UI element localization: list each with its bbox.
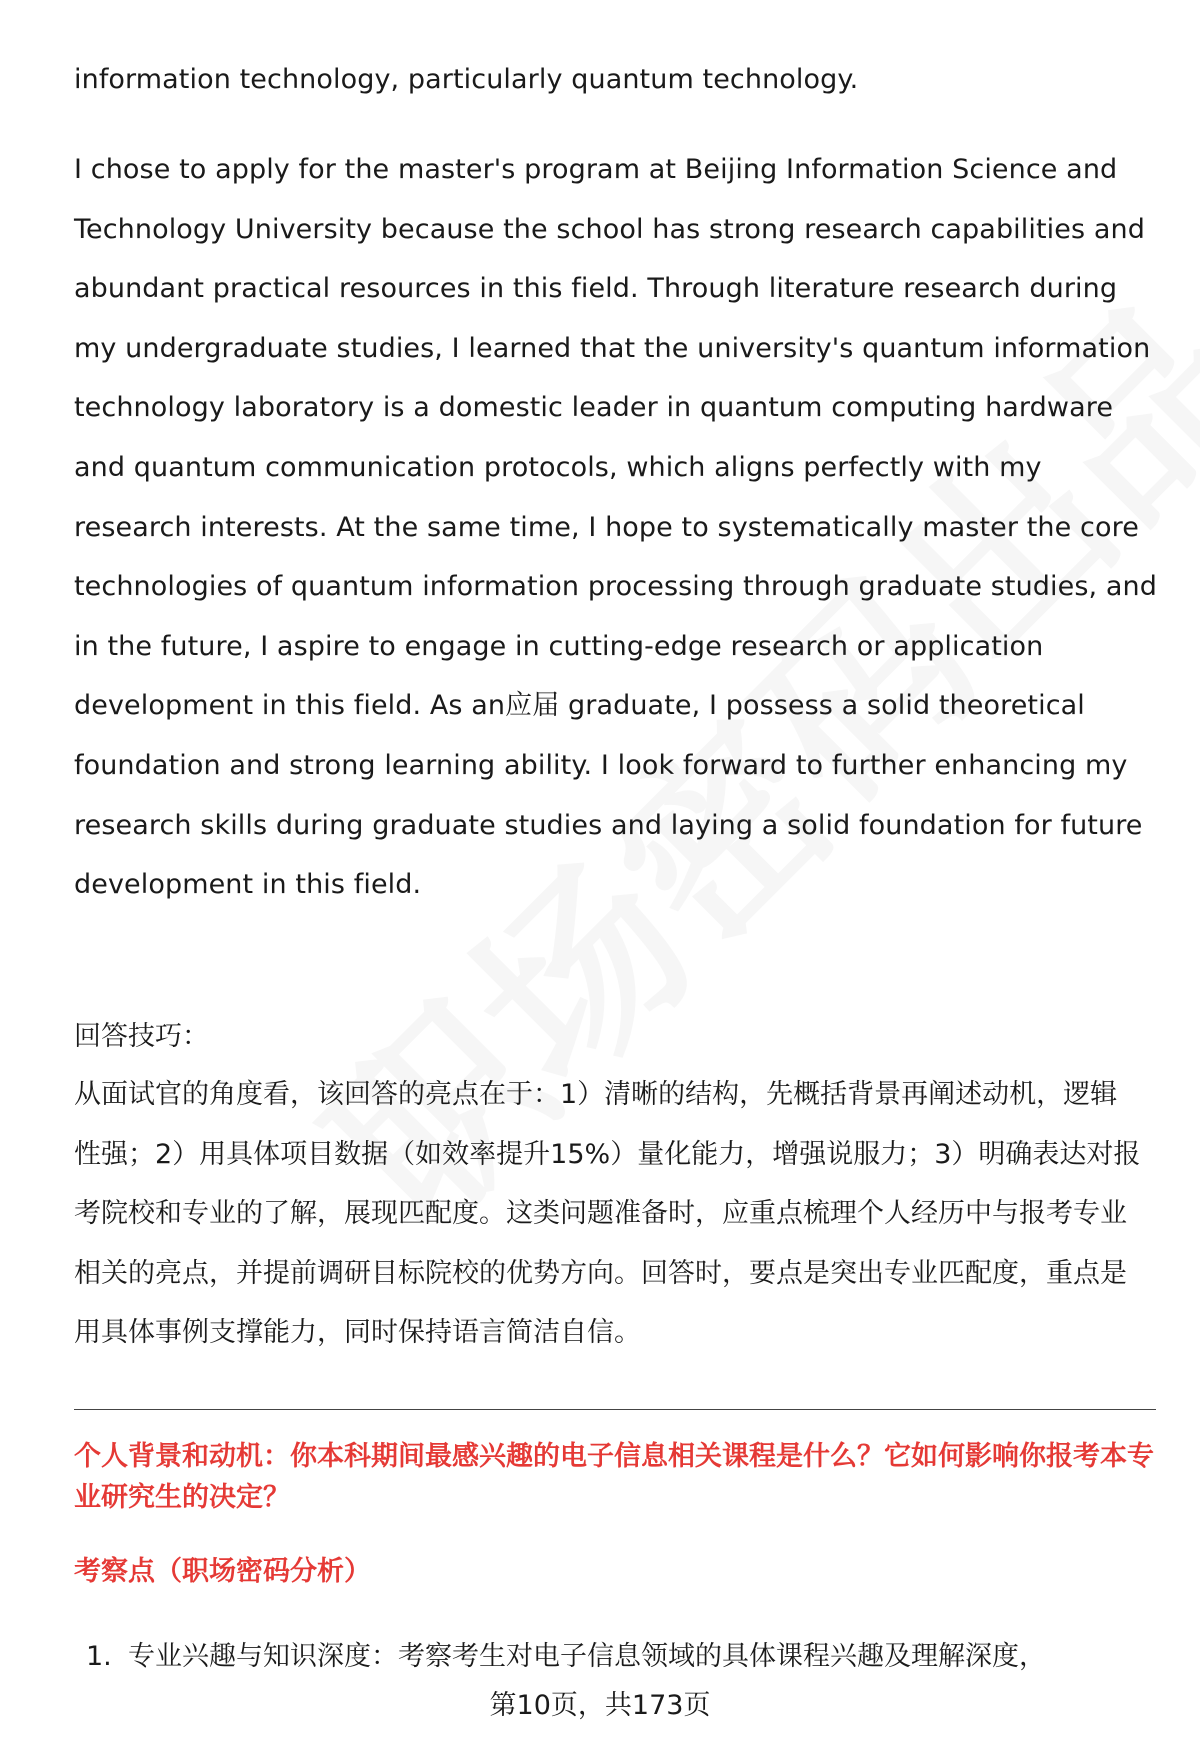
list-item-number: 1. <box>86 1641 112 1672</box>
page-footer: 第10页，共173页 <box>489 1690 711 1721</box>
paragraph-motivation: I chose to apply for the master's program at Beijing Information Science and Technology University because the school has strong research capabilities and abundant practical resources in this field. Through literature research during my undergraduate studies, I learned that the university's quantum information technology laboratory is a domestic leader in quantum computing hardware and quantum communication protocols, which aligns perfectly with my research interests. At the same time, I hope to systematically master the core technologies of quantum information processing through graduate studies, and in the future, I aspire to engage in cutting-edge research or application development in this field. As an应届 graduate, I possess a solid theoretical foundation and strong learning ability. I look forward to further enhancing my research skills during graduate studies and laying a solid foundation for future development in this field. <box>74 154 1157 901</box>
section-divider <box>74 1409 1156 1410</box>
paragraph-continuation: information technology, particularly quantum technology. <box>74 64 859 95</box>
question-heading: 个人背景和动机：你本科期间最感兴趣的电子信息相关课程是什么？它如何影响你报考本专业研究生的决定？ <box>74 1441 1154 1513</box>
list-item-text: 专业兴趣与知识深度：考察考生对电子信息领域的具体课程兴趣及理解深度， <box>128 1641 1046 1672</box>
tips-title: 回答技巧： <box>74 1021 209 1052</box>
tips-body: 从面试官的角度看，该回答的亮点在于：1）清晰的结构，先概括背景再阐述动机，逻辑性强；2）用具体项目数据（如效率提升15%）量化能力，增强说服力；3）明确表达对报考院校和专业的了解，展现匹配度。这类问题准备时，应重点梳理个人经历中与报考专业相关的亮点，并提前调研目标院校的优势方向。回答时，要点是突出专业匹配度，重点是用具体事例支撑能力，同时保持语言简洁自信。 <box>74 1079 1141 1349</box>
section-heading: 考察点（职场密码分析） <box>74 1556 371 1587</box>
list-item <box>86 1637 1156 1677</box>
document-page <box>74 0 1164 1755</box>
